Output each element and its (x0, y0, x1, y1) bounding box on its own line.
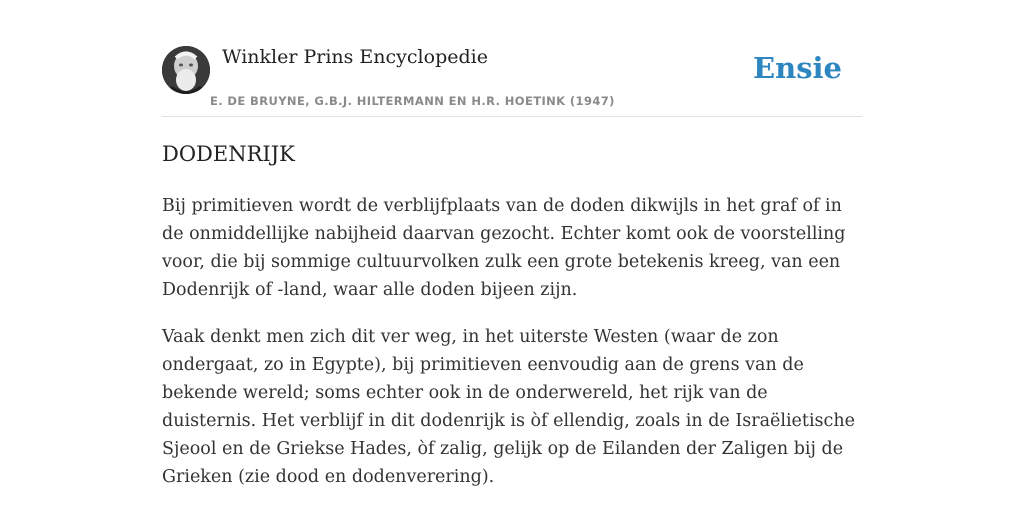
header (162, 46, 862, 117)
article-paragraph: Bij primitieven wordt de verblijfplaats van de doden dikwijls in het graf of in de onmiddellijke nabijheid daarvan gezocht. Echter komt ook de voorstelling voor, die bij sommige cultuurvolken zulk een grote betekenis kreeg, van een Dodenrijk of -land, waar alle doden bijeen zijn. (162, 196, 846, 300)
author-portrait-icon (162, 46, 210, 94)
brand-logo[interactable]: Ensie (753, 51, 842, 85)
encyclopedia-title[interactable]: Winkler Prins Encyclopedie (222, 46, 488, 68)
article-body (162, 192, 862, 510)
article-paragraph: Vaak denkt men zich dit ver weg, in het uiterste Westen (waar de zon ondergaat, zo in Egypte), bij primitieven eenvoudig aan de grens van de bekende wereld; soms echter ook in de onderwereld, het rijk van de duisternis. Het verblijf in dit dodenrijk is òf ellendig, zoals in de Israëlietische Sjeool en de Griekse Hades, òf zalig, gelijk op de Eilanden der Zaligen bij de Grieken (zie dood en dodenverering). (162, 327, 855, 487)
article-headword: DODENRIJK (162, 142, 295, 166)
authors-line: E. DE BRUYNE, G.B.J. HILTERMANN EN H.R. HOETINK (1947) (210, 94, 615, 108)
